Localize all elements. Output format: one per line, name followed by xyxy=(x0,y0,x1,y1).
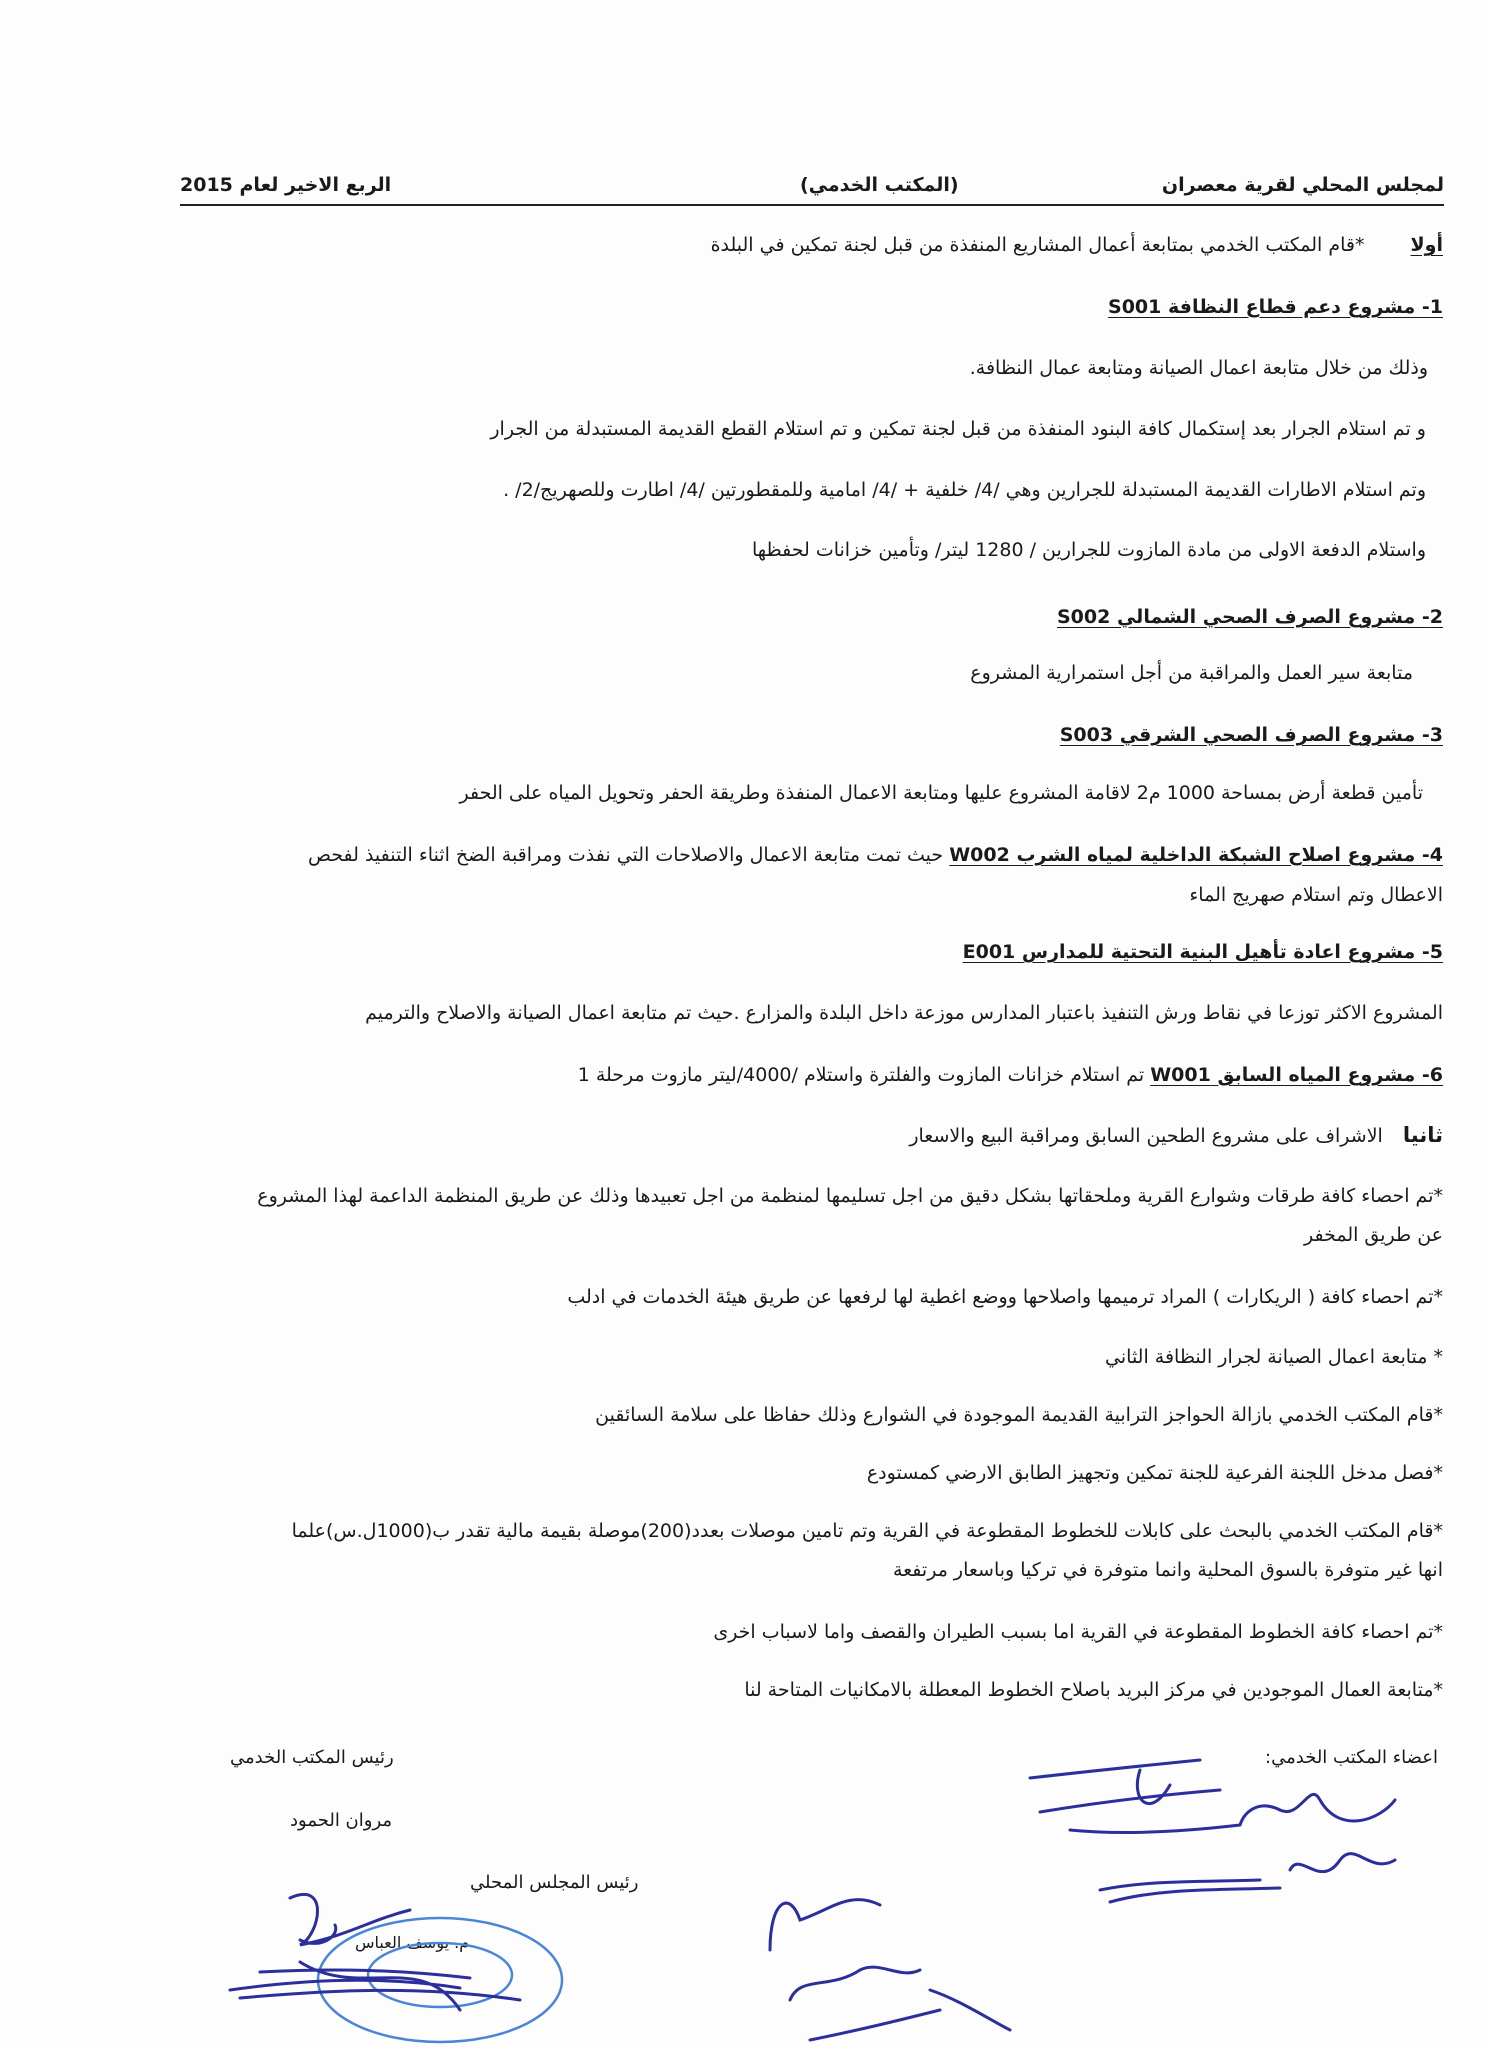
section-first-intro xyxy=(711,232,1443,258)
project-3-title: 3- مشروع الصرف الصحي الشرقي S003 xyxy=(1059,724,1443,746)
office-head-name: مروان الحمود xyxy=(290,1810,393,1831)
project-3-line: تأمين قطعة أرض بمساحة 1000 م2 لاقامة المشروع عليها ومتابعة الاعمال المنفذة وطريقة الحفر وتحويل المياه على الحفر xyxy=(459,782,1423,804)
section-second-intro xyxy=(909,1122,1443,1149)
project-2-line: متابعة سير العمل والمراقبة من أجل استمرارية المشروع xyxy=(970,662,1413,684)
project-4-title: 4- مشروع اصلاح الشبكة الداخلية لمياه الشرب W002 xyxy=(949,844,1443,866)
list-item: *تم احصاء كافة طرقات وشوارع القرية وملحقاتها بشكل دقيق من اجل تسليمها لمنظمة من اجل تعبيدها وذلك عن طريق المنظمة الداعمة لهذا المشروع xyxy=(257,1185,1443,1207)
list-item: *تم احصاء كافة الخطوط المقطوعة في القرية اما بسبب الطيران والقصف واما لاسباب اخرى xyxy=(713,1621,1443,1643)
council-head-name: م. يوسف العباس xyxy=(355,1933,470,1952)
list-item: *قام المكتب الخدمي بالبحث على كابلات للخطوط المقطوعة في القرية وتم تامين موصلات بعدد(200)موصلة بقيمة مالية تقدر ب(1000ل.س)علما xyxy=(291,1520,1443,1542)
project-1-line: وتم استلام الاطارات القديمة المستبدلة للجرارين وهي /4/ خلفية + /4/ امامية وللمقطورتين /4/ اطارت وللصهريج/2/ . xyxy=(503,479,1426,501)
list-item: *قام المكتب الخدمي بازالة الحواجز الترابية القديمة الموجودة في الشوارع وذلك حفاظا على سلامة السائقين xyxy=(595,1404,1443,1426)
project-6-text: تم استلام خزانات المازوت والفلترة واستلام /4000/ليتر مازوت مرحلة 1 xyxy=(577,1064,1151,1086)
section-first-text: *قام المكتب الخدمي بمتابعة أعمال المشاريع المنفذة من قبل لجنة تمكين في البلدة xyxy=(710,234,1365,256)
document-header xyxy=(180,174,1444,206)
section-second-label: ثانيا xyxy=(1402,1123,1443,1147)
project-1-title: 1- مشروع دعم قطاع النظافة S001 xyxy=(1108,296,1443,318)
section-first-label: أولا xyxy=(1410,234,1443,256)
office-head-label: رئيس المكتب الخدمي xyxy=(230,1747,394,1768)
council-head-label: رئيس المجلس المحلي xyxy=(470,1872,639,1893)
project-4-line: الاعطال وتم استلام صهريج الماء xyxy=(1189,884,1443,906)
handwritten-signature xyxy=(230,1760,1395,2040)
list-item-continued: عن طريق المخفر xyxy=(1303,1224,1443,1246)
project-6-title: 6- مشروع المياه السابق W001 xyxy=(1150,1064,1443,1086)
project-5-title: 5- مشروع اعادة تأهيل البنية التحتية للمدارس E001 xyxy=(962,941,1443,963)
project-5-line: المشروع الاكثر توزعا في نقاط ورش التنفيذ باعتبار المدارس موزعة داخل البلدة والمزارع .حيث تم متابعة اعمال الصيانة والاصلاح والترميم xyxy=(365,1002,1443,1024)
section-second-text: الاشراف على مشروع الطحين السابق ومراقبة البيع والاسعار xyxy=(909,1125,1383,1147)
project-1-line: و تم استلام الجرار بعد إستكمال كافة البنود المنفذة من قبل لجنة تمكين و تم استلام القطع القديمة المستبدلة من الجرار xyxy=(490,418,1426,440)
project-4-text: حيث تمت متابعة الاعمال والاصلاحات التي نفذت ومراقبة الضخ اثناء التنفيذ لفحص xyxy=(307,844,950,866)
project-4 xyxy=(308,842,1443,868)
report-period: الربع الاخير لعام 2015 xyxy=(180,174,392,196)
list-item-continued: انها غير متوفرة بالسوق المحلية وانما متوفرة في تركيا وباسعار مرتفعة xyxy=(892,1559,1443,1581)
list-item: * متابعة اعمال الصيانة لجرار النظافة الثاني xyxy=(1105,1346,1443,1368)
project-2-title: 2- مشروع الصرف الصحي الشمالي S002 xyxy=(1056,606,1443,628)
project-6 xyxy=(578,1062,1443,1088)
list-item: *تم احصاء كافة ( الريكارات ) المراد ترميمها واصلاحها ووضع اغطية لها لرفعها عن طريق هيئة الخدمات في ادلب xyxy=(567,1286,1443,1308)
office-name: (المكتب الخدمي) xyxy=(800,174,959,196)
council-name: لمجلس المحلي لقرية معصران xyxy=(1161,174,1444,196)
project-1-line: وذلك من خلال متابعة اعمال الصيانة ومتابعة عمال النظافة. xyxy=(969,357,1428,379)
list-item: *متابعة العمال الموجودين في مركز البريد باصلاح الخطوط المعطلة بالامكانيات المتاحة لنا xyxy=(744,1679,1443,1701)
list-item: *فصل مدخل اللجنة الفرعية للجنة تمكين وتجهيز الطابق الارضي كمستودع xyxy=(866,1462,1443,1484)
members-label: اعضاء المكتب الخدمي: xyxy=(1265,1747,1438,1768)
signatures-and-stamp xyxy=(0,1740,1488,2048)
project-1-line: واستلام الدفعة الاولى من مادة المازوت للجرارين / 1280 ليتر/ وتأمين خزانات لحفظها xyxy=(751,539,1426,561)
